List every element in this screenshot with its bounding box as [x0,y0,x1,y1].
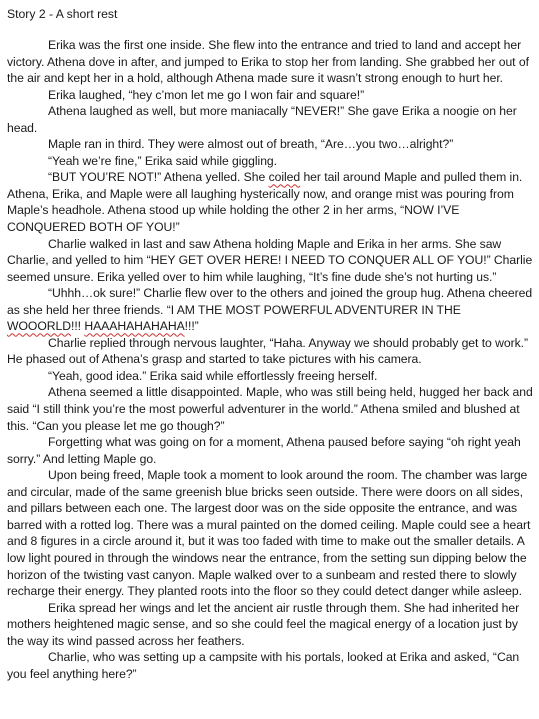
spellcheck-underline: WOOORLD [7,319,71,334]
paragraph-12: Forgetting what was going on for a moment, Athena paused before saying “oh right yeah sorry.” And letting Maple go. [7,435,521,466]
spellcheck-underline: HAAAHAHAHAHA [84,319,185,334]
paragraph-15: Charlie, who was setting up a campsite with his portals, looked at Erika and asked, “Can you feel anything here?” [7,650,520,681]
paragraph-5: “Yeah we’re fine,” Erika said while giggling. [48,153,277,168]
document-page [7,6,535,682]
paragraph-8: “Uhhh…ok sure!” Charlie flew over to the others and joined the group hug. Athena cheered as she held her three friends. “I AM THE MOST POWERFUL ADVENTURER IN THE WOOORLD!!! HAAAHAHAHAHA!!!” [7,286,533,334]
paragraph-11: Athena seemed a little disappointed. Maple, who was still being held, hugged her back and said “I still think you’re the most powerful adventurer in the world.” Athena smiled and blushed at this. “Can you please let me go though?” [7,385,533,433]
paragraph-6: “BUT YOU’RE NOT!” Athena yelled. She coiled her tail around Maple and pulled them in. Athena, Erika, and Maple were all laughing hysterically now, and orange mist was pouring from Maple’s headhole. Athena stood up while holding the other 2 in her arms, “NOW I’VE CONQUERED BOTH OF YOU!” [7,170,523,235]
document-title: Story 2 - A short rest [7,7,118,21]
paragraph-10: “Yeah, good idea.” Erika said while effortlessly freeing herself. [48,368,378,383]
paragraph-7: Charlie walked in last and saw Athena holding Maple and Erika in her arms. She saw Charlie, and yelled to him “HEY GET OVER HERE! I NEED TO CONQUER ALL OF YOU!” Charlie seemed unsure. Erika yelled over to him while laughing, “It’s fine dude she’s not hurting us.” [7,236,533,284]
paragraph-9: Charlie replied through nervous laughter, “Haha. Anyway we should probably get to work.” He phased out of Athena’s grasp and started to take pictures with his camera. [7,335,528,367]
paragraph-1: Erika was the first one inside. She flew into the entrance and tried to land and accept her victory. Athena dove in after, and jumped to Erika to stop her from landing. She grabbed her out of the air and kept her in a hold, although Athena made sure it wasn’t strong enough to hurt her. [7,38,529,86]
paragraph-2: Erika laughed, “hey c’mon let me go I won fair and square!” [48,87,365,102]
spellcheck-underline: coiled [268,170,301,185]
paragraph-4: Maple ran in third. They were almost out of breath, “Are…you two…alright?” [48,137,454,152]
story-body [7,37,535,682]
paragraph-13: Upon being freed, Maple took a moment to look around the room. The chamber was large and circular, made of the same greenish blue bricks seen outside. There were doors on all sides, and pillars between each one. The largest door was on the side opposite the entrance, and was barred with a rotted log. There was a mural painted on the domed ceiling. Maple could see a heart and 8 figures in a circle around it, but it was too faded with time to make out the smaller details. A low light poured in through the windows near the entrance, from the setting sun dipping below the horizon of the twisting vast canyon. Maple walked over to a sunbeam and rested there to slowly recharge their energy. They planted roots into the floor so they could detect danger while asleep. [7,468,531,599]
paragraph-3: Athena laughed as well, but more maniacally “NEVER!” She gave Erika a noogie on her head. [7,104,517,135]
paragraph-14: Erika spread her wings and let the ancient air rustle through them. She had inherited her mothers heightened magic sense, and so she could feel the magical energy of a location just by the way its wind passed across her feathers. [7,600,520,648]
